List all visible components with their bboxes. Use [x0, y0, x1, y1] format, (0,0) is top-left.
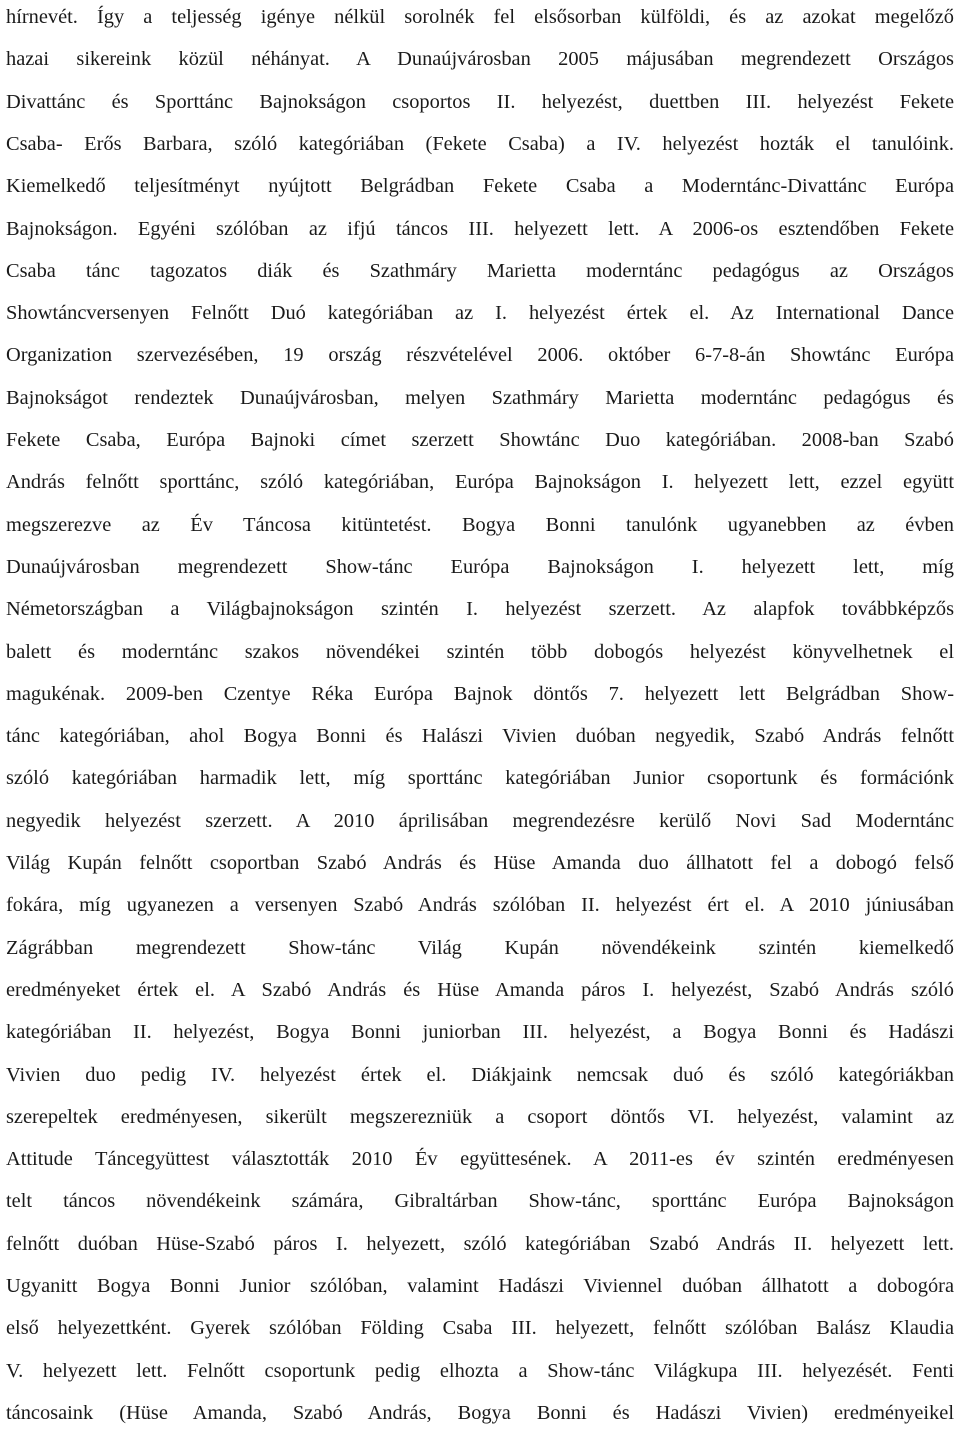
text-line: Csaba tánc tagozatos diák és Szathmáry Marietta moderntánc pedagógus az Országos [6, 259, 954, 282]
text-line: magukénak. 2009-ben Czentye Réka Európa Bajnok döntős 7. helyezett lett Belgrádban Show- [6, 682, 954, 705]
text-line: András felnőtt sporttánc, szóló kategóriában, Európa Bajnokságon I. helyezett lett, ezzel együtt [6, 471, 954, 494]
text-line: Vivien duo pedig IV. helyezést értek el. Diákjaink nemcsak duó és szóló kategóriákban [6, 1063, 954, 1086]
text-line: Zágrábban megrendezett Show-tánc Világ Kupán növendékeink szintén kiemelkedő [6, 936, 954, 959]
text-line: telt táncos növendékeink számára, Gibraltárban Show-tánc, sporttánc Európa Bajnokságon [6, 1190, 954, 1213]
text-line: balett és moderntánc szakos növendékei szintén több dobogós helyezést könyvelhetnek el [6, 640, 954, 663]
text-line: Showtáncversenyen Felnőtt Duó kategóriában az I. helyezést értek el. Az International Dance [6, 302, 954, 325]
text-line: eredményeket értek el. A Szabó András és Hüse Amanda páros I. helyezést, Szabó András szóló [6, 978, 954, 1001]
text-line: Dunaújvárosban megrendezett Show-tánc Európa Bajnokságon I. helyezett lett, míg [6, 555, 954, 578]
text-line: hazai sikereink közül néhányat. A Dunaújvárosban 2005 májusában megrendezett Országos [6, 48, 954, 71]
document-page [6, 0, 954, 1436]
text-line: negyedik helyezést szerzett. A 2010 áprilisában megrendezésre kerülő Novi Sad Moderntánc [6, 809, 954, 832]
text-line: Világ Kupán felnőtt csoportban Szabó András és Hüse Amanda duo állhatott fel a dobogó felső [6, 852, 954, 874]
text-line: szóló kategóriában harmadik lett, míg sporttánc kategóriában Junior csoportunk és formációnk [6, 767, 954, 790]
text-line: Csaba- Erős Barbara, szóló kategóriában (Fekete Csaba) a IV. helyezést hozták el tanulóink. [6, 132, 954, 155]
text-line: Attitude Táncegyüttest választották 2010 Év együttesének. A 2011-es év szintén eredményesen [6, 1148, 954, 1171]
text-line: táncosaink (Hüse Amanda, Szabó András, Bogya Bonni és Hadászi Vivien) eredményeikel [6, 1401, 954, 1424]
text-line: Organization szervezésében, 19 ország részvételével 2006. október 6-7-8-án Showtánc Európa [6, 344, 954, 367]
text-line: Németországban a Világbajnokságon szintén I. helyezést szerzett. Az alapfok továbbképzős [6, 598, 954, 621]
text-line: Bajnokságot rendeztek Dunaújvárosban, melyen Szathmáry Marietta moderntánc pedagógus és [6, 386, 954, 409]
text-line: hírnevét. Így a teljesség igénye nélkül sorolnék fel elsősorban külföldi, és az azokat megelőző [6, 6, 954, 28]
text-line: szerepeltek eredményesen, sikerült megszerezniük a csoport döntős VI. helyezést, valamint az [6, 1105, 954, 1128]
text-line: kategóriában II. helyezést, Bogya Bonni juniorban III. helyezést, a Bogya Bonni és Hadászi [6, 1021, 954, 1044]
text-line: Bajnokságon. Egyéni szólóban az ifjú táncos III. helyezett lett. A 2006-os esztendőben Fekete [6, 217, 954, 240]
text-line: Kiemelkedő teljesítményt nyújtott Belgrádban Fekete Csaba a Moderntánc-Divattánc Európa [6, 175, 954, 198]
text-line: Fekete Csaba, Európa Bajnoki címet szerzett Showtánc Duo kategóriában. 2008-ban Szabó [6, 429, 954, 451]
text-line: V. helyezett lett. Felnőtt csoportunk pedig elhozta a Show-tánc Világkupa III. helyezését. Fenti [6, 1359, 954, 1382]
text-line: első helyezettként. Gyerek szólóban Földing Csaba III. helyezett, felnőtt szólóban Balász Klaudia [6, 1317, 954, 1340]
text-line: tánc kategóriában, ahol Bogya Bonni és Halászi Vivien duóban negyedik, Szabó András felnőtt [6, 725, 954, 748]
text-line: Divattánc és Sporttánc Bajnokságon csoportos II. helyezést, duettben III. helyezést Fekete [6, 90, 954, 113]
text-line: felnőtt duóban Hüse-Szabó páros I. helyezett, szóló kategóriában Szabó András II. helyezett lett. [6, 1232, 954, 1255]
text-line: megszerezve az Év Táncosa kitüntetést. Bogya Bonni tanulónk ugyanebben az évben [6, 513, 954, 536]
text-line: fokára, míg ugyanezen a versenyen Szabó András szólóban II. helyezést ért el. A 2010 júniusában [6, 894, 954, 917]
text-line: Ugyanitt Bogya Bonni Junior szólóban, valamint Hadászi Viviennel duóban állhatott a dobogóra [6, 1275, 954, 1297]
